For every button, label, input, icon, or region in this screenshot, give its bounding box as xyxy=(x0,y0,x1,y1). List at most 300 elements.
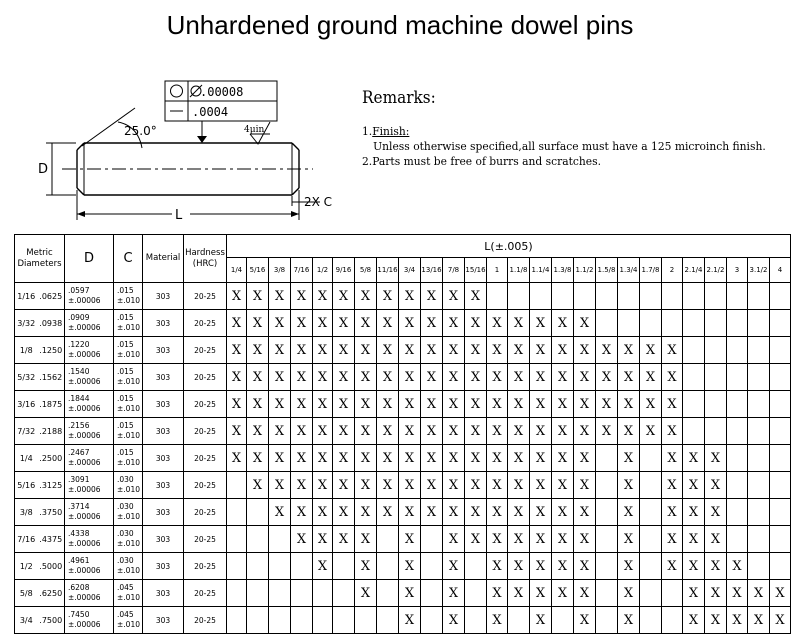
availability-cell xyxy=(748,283,770,310)
length-col-header: 1.7/8 xyxy=(640,258,662,283)
availability-cell: X xyxy=(530,607,552,634)
availability-cell: X xyxy=(443,337,465,364)
availability-cell xyxy=(727,499,748,526)
material-value: 303 xyxy=(143,364,184,391)
d-value: .1540 ±.00006 xyxy=(65,364,114,391)
availability-cell: X xyxy=(227,283,247,310)
d-value: .7450 ±.00006 xyxy=(65,607,114,634)
availability-cell: X xyxy=(355,472,377,499)
c-value: .015 ±.010 xyxy=(114,337,143,364)
availability-cell: X xyxy=(530,391,552,418)
availability-cell: X xyxy=(247,418,269,445)
availability-cell: X xyxy=(465,337,487,364)
availability-cell: X xyxy=(618,472,640,499)
availability-cell xyxy=(748,310,770,337)
length-header: L(±.005) xyxy=(227,235,791,258)
availability-cell xyxy=(640,310,662,337)
availability-cell: X xyxy=(399,418,421,445)
availability-cell: X xyxy=(487,445,508,472)
availability-cell: X xyxy=(269,499,291,526)
availability-cell: X xyxy=(313,553,333,580)
availability-cell: X xyxy=(705,580,727,607)
availability-cell: X xyxy=(291,445,313,472)
availability-cell xyxy=(227,472,247,499)
availability-cell: X xyxy=(247,310,269,337)
d-value: .6208 ±.00006 xyxy=(65,580,114,607)
availability-cell: X xyxy=(705,499,727,526)
availability-cell xyxy=(596,445,618,472)
table-row xyxy=(15,391,791,418)
availability-cell: X xyxy=(574,553,596,580)
availability-cell: X xyxy=(333,337,355,364)
availability-cell: X xyxy=(377,283,399,310)
availability-cell xyxy=(596,499,618,526)
availability-cell: X xyxy=(530,526,552,553)
availability-cell: X xyxy=(421,337,443,364)
availability-cell: X xyxy=(313,418,333,445)
availability-cell: X xyxy=(269,391,291,418)
availability-cell: X xyxy=(269,283,291,310)
length-col-header: 4 xyxy=(770,258,791,283)
availability-cell: X xyxy=(465,364,487,391)
table-row xyxy=(15,526,791,553)
availability-cell: X xyxy=(269,472,291,499)
availability-cell: X xyxy=(355,310,377,337)
availability-cell: X xyxy=(487,553,508,580)
availability-cell xyxy=(552,283,574,310)
chamfer-label: 2X C xyxy=(304,195,333,209)
availability-cell: X xyxy=(487,310,508,337)
availability-cell: X xyxy=(552,553,574,580)
decimal-diameter: .3125 xyxy=(38,472,65,499)
availability-cell xyxy=(269,607,291,634)
availability-cell: X xyxy=(355,445,377,472)
availability-cell: X xyxy=(596,418,618,445)
availability-cell: X xyxy=(487,607,508,634)
c-value: .015 ±.010 xyxy=(114,391,143,418)
availability-cell: X xyxy=(227,391,247,418)
availability-cell: X xyxy=(552,526,574,553)
availability-cell: X xyxy=(574,607,596,634)
availability-cell: X xyxy=(618,607,640,634)
availability-cell: X xyxy=(552,472,574,499)
availability-cell xyxy=(596,310,618,337)
decimal-diameter: .0938 xyxy=(38,310,65,337)
availability-cell xyxy=(596,283,618,310)
hardness-value: 20-25 xyxy=(184,526,227,553)
availability-cell: X xyxy=(399,472,421,499)
availability-cell: X xyxy=(640,364,662,391)
availability-cell: X xyxy=(333,310,355,337)
availability-cell: X xyxy=(574,418,596,445)
dowel-pin-table xyxy=(14,234,791,634)
availability-cell: X xyxy=(530,337,552,364)
availability-cell xyxy=(596,472,618,499)
availability-cell: X xyxy=(705,472,727,499)
availability-cell: X xyxy=(618,391,640,418)
availability-cell: X xyxy=(574,337,596,364)
availability-cell: X xyxy=(399,310,421,337)
remark-1: 1.Finish: xyxy=(362,124,410,138)
d-value: .4961 ±.00006 xyxy=(65,553,114,580)
availability-cell: X xyxy=(465,472,487,499)
d-value: .2156 ±.00006 xyxy=(65,418,114,445)
availability-cell: X xyxy=(377,364,399,391)
availability-cell: X xyxy=(574,526,596,553)
availability-cell xyxy=(508,607,530,634)
inch-fraction: 3/32 xyxy=(15,310,38,337)
availability-cell: X xyxy=(662,499,683,526)
availability-cell: X xyxy=(748,580,770,607)
hardness-header: Hardness (HRC) xyxy=(184,235,227,283)
availability-cell: X xyxy=(247,472,269,499)
availability-cell xyxy=(291,607,313,634)
length-col-header: 13/16 xyxy=(421,258,443,283)
availability-cell: X xyxy=(227,364,247,391)
length-col-header: 11/16 xyxy=(377,258,399,283)
availability-cell xyxy=(377,580,399,607)
availability-cell: X xyxy=(574,580,596,607)
table-row xyxy=(15,337,791,364)
material-value: 303 xyxy=(143,526,184,553)
decimal-diameter: .1250 xyxy=(38,337,65,364)
availability-cell: X xyxy=(421,310,443,337)
availability-cell: X xyxy=(465,445,487,472)
hardness-value: 20-25 xyxy=(184,310,227,337)
d-value: .0909 ±.00006 xyxy=(65,310,114,337)
availability-cell xyxy=(530,283,552,310)
availability-cell: X xyxy=(377,391,399,418)
availability-cell xyxy=(247,580,269,607)
decimal-diameter: .3750 xyxy=(38,499,65,526)
availability-cell xyxy=(770,472,791,499)
availability-cell: X xyxy=(443,391,465,418)
decimal-diameter: .6250 xyxy=(38,580,65,607)
diameter-label: D xyxy=(38,162,49,177)
availability-cell xyxy=(748,391,770,418)
material-value: 303 xyxy=(143,580,184,607)
hardness-value: 20-25 xyxy=(184,580,227,607)
availability-cell: X xyxy=(355,580,377,607)
hardness-value: 20-25 xyxy=(184,283,227,310)
availability-cell: X xyxy=(530,445,552,472)
availability-cell: X xyxy=(662,472,683,499)
availability-cell xyxy=(770,310,791,337)
availability-cell: X xyxy=(443,526,465,553)
inch-fraction: 5/8 xyxy=(15,580,38,607)
availability-cell: X xyxy=(508,418,530,445)
availability-cell: X xyxy=(727,580,748,607)
length-col-header: 1.1/8 xyxy=(508,258,530,283)
availability-cell xyxy=(355,607,377,634)
availability-cell xyxy=(247,526,269,553)
availability-cell: X xyxy=(748,607,770,634)
availability-cell: X xyxy=(508,364,530,391)
availability-cell: X xyxy=(683,607,705,634)
c-value: .030 ±.010 xyxy=(114,499,143,526)
availability-cell xyxy=(421,553,443,580)
availability-cell: X xyxy=(313,364,333,391)
hardness-value: 20-25 xyxy=(184,553,227,580)
length-label: L xyxy=(175,208,183,223)
availability-cell: X xyxy=(640,391,662,418)
availability-cell: X xyxy=(683,499,705,526)
c-value: .015 ±.010 xyxy=(114,445,143,472)
pin-drawing xyxy=(30,78,360,228)
availability-cell: X xyxy=(530,418,552,445)
hardness-value: 20-25 xyxy=(184,607,227,634)
availability-cell: X xyxy=(399,337,421,364)
material-value: 303 xyxy=(143,472,184,499)
availability-cell: X xyxy=(377,418,399,445)
c-value: .045 ±.010 xyxy=(114,607,143,634)
c-value: .015 ±.010 xyxy=(114,418,143,445)
availability-cell xyxy=(770,445,791,472)
availability-cell xyxy=(596,607,618,634)
availability-cell: X xyxy=(574,472,596,499)
d-value: .1844 ±.00006 xyxy=(65,391,114,418)
availability-cell: X xyxy=(377,310,399,337)
availability-cell xyxy=(333,553,355,580)
length-col-header: 7/8 xyxy=(443,258,465,283)
length-col-header: 15/16 xyxy=(465,258,487,283)
availability-cell: X xyxy=(662,418,683,445)
availability-cell: X xyxy=(313,391,333,418)
availability-cell: X xyxy=(377,337,399,364)
decimal-diameter: .1562 xyxy=(38,364,65,391)
availability-cell: X xyxy=(355,499,377,526)
availability-cell xyxy=(421,526,443,553)
table-row xyxy=(15,607,791,634)
remarks xyxy=(362,88,798,169)
availability-cell: X xyxy=(313,445,333,472)
availability-cell xyxy=(227,607,247,634)
availability-cell: X xyxy=(618,553,640,580)
availability-cell: X xyxy=(421,445,443,472)
availability-cell xyxy=(421,607,443,634)
availability-cell: X xyxy=(313,310,333,337)
availability-cell xyxy=(596,580,618,607)
availability-cell xyxy=(487,283,508,310)
finish-label: 4μin xyxy=(244,125,265,135)
availability-cell xyxy=(748,553,770,580)
availability-cell xyxy=(748,445,770,472)
availability-cell: X xyxy=(618,580,640,607)
availability-cell xyxy=(377,526,399,553)
availability-cell: X xyxy=(618,364,640,391)
availability-cell: X xyxy=(487,391,508,418)
availability-cell xyxy=(727,337,748,364)
length-col-header: 3 xyxy=(727,258,748,283)
availability-cell xyxy=(291,580,313,607)
length-col-header: 1/2 xyxy=(313,258,333,283)
availability-cell: X xyxy=(377,445,399,472)
availability-cell xyxy=(705,310,727,337)
table-row xyxy=(15,580,791,607)
availability-cell: X xyxy=(443,418,465,445)
availability-cell: X xyxy=(269,418,291,445)
availability-cell: X xyxy=(333,526,355,553)
length-col-header: 1.5/8 xyxy=(596,258,618,283)
remark-2: 2.Parts must be free of burrs and scratches. xyxy=(362,154,602,168)
availability-cell: X xyxy=(421,364,443,391)
availability-cell xyxy=(662,580,683,607)
availability-cell xyxy=(683,391,705,418)
length-col-header: 5/8 xyxy=(355,258,377,283)
availability-cell xyxy=(727,472,748,499)
availability-cell xyxy=(683,418,705,445)
length-col-header: 3.1/2 xyxy=(748,258,770,283)
availability-cell: X xyxy=(508,472,530,499)
availability-cell: X xyxy=(269,337,291,364)
table-row xyxy=(15,553,791,580)
inch-fraction: 1/4 xyxy=(15,445,38,472)
availability-cell: X xyxy=(552,310,574,337)
availability-cell: X xyxy=(355,418,377,445)
availability-cell: X xyxy=(333,364,355,391)
table-row xyxy=(15,283,791,310)
feature-control-frame xyxy=(165,81,277,121)
c-value: .030 ±.010 xyxy=(114,526,143,553)
availability-cell: X xyxy=(552,418,574,445)
availability-cell: X xyxy=(508,553,530,580)
availability-cell: X xyxy=(291,283,313,310)
availability-cell xyxy=(269,553,291,580)
availability-cell: X xyxy=(443,472,465,499)
availability-cell xyxy=(596,553,618,580)
availability-cell: X xyxy=(596,364,618,391)
availability-cell: X xyxy=(596,337,618,364)
finish-heading: Finish: xyxy=(372,124,410,138)
inch-fraction: 7/16 xyxy=(15,526,38,553)
table-row xyxy=(15,499,791,526)
availability-cell: X xyxy=(508,391,530,418)
availability-cell xyxy=(705,283,727,310)
availability-cell: X xyxy=(530,364,552,391)
availability-cell xyxy=(770,418,791,445)
page-title: Unhardened ground machine dowel pins xyxy=(166,10,634,40)
table-row xyxy=(15,472,791,499)
length-col-header: 2.1/2 xyxy=(705,258,727,283)
availability-cell: X xyxy=(333,445,355,472)
availability-cell xyxy=(705,337,727,364)
decimal-diameter: .2188 xyxy=(38,418,65,445)
availability-cell xyxy=(313,580,333,607)
availability-cell xyxy=(465,607,487,634)
length-col-header: 1.3/4 xyxy=(618,258,640,283)
availability-cell xyxy=(748,472,770,499)
availability-cell: X xyxy=(705,607,727,634)
availability-cell: X xyxy=(227,418,247,445)
availability-cell: X xyxy=(683,472,705,499)
availability-cell: X xyxy=(552,391,574,418)
availability-cell: X xyxy=(662,337,683,364)
availability-cell xyxy=(727,364,748,391)
material-value: 303 xyxy=(143,391,184,418)
availability-cell: X xyxy=(487,472,508,499)
availability-cell: X xyxy=(333,472,355,499)
availability-cell: X xyxy=(487,580,508,607)
availability-cell xyxy=(705,391,727,418)
availability-cell: X xyxy=(530,553,552,580)
availability-cell: X xyxy=(399,283,421,310)
availability-cell: X xyxy=(247,391,269,418)
decimal-diameter: .7500 xyxy=(38,607,65,634)
availability-cell: X xyxy=(313,526,333,553)
availability-cell: X xyxy=(487,418,508,445)
availability-cell xyxy=(770,364,791,391)
hardness-value: 20-25 xyxy=(184,499,227,526)
availability-cell: X xyxy=(705,445,727,472)
availability-cell: X xyxy=(465,526,487,553)
availability-cell: X xyxy=(618,526,640,553)
hardness-value: 20-25 xyxy=(184,391,227,418)
availability-cell: X xyxy=(443,580,465,607)
availability-cell: X xyxy=(508,526,530,553)
d-header: D xyxy=(65,235,114,283)
availability-cell xyxy=(269,580,291,607)
inch-fraction: 5/32 xyxy=(15,364,38,391)
availability-cell: X xyxy=(399,607,421,634)
availability-cell: X xyxy=(508,580,530,607)
availability-cell: X xyxy=(552,337,574,364)
decimal-diameter: .0625 xyxy=(38,283,65,310)
table-row xyxy=(15,364,791,391)
availability-cell: X xyxy=(640,418,662,445)
length-col-header: 1.1/4 xyxy=(530,258,552,283)
availability-cell: X xyxy=(705,526,727,553)
availability-cell xyxy=(640,553,662,580)
availability-cell xyxy=(640,445,662,472)
availability-cell: X xyxy=(530,580,552,607)
availability-cell xyxy=(291,553,313,580)
availability-cell: X xyxy=(291,499,313,526)
availability-cell: X xyxy=(574,364,596,391)
availability-cell: X xyxy=(247,364,269,391)
length-col-header: 9/16 xyxy=(333,258,355,283)
c-value: .015 ±.010 xyxy=(114,310,143,337)
availability-cell: X xyxy=(313,283,333,310)
c-value: .030 ±.010 xyxy=(114,553,143,580)
availability-cell: X xyxy=(618,445,640,472)
availability-cell: X xyxy=(333,499,355,526)
availability-cell: X xyxy=(399,364,421,391)
availability-cell xyxy=(618,283,640,310)
availability-cell xyxy=(662,310,683,337)
availability-cell xyxy=(640,499,662,526)
availability-cell xyxy=(508,283,530,310)
availability-cell xyxy=(662,607,683,634)
availability-cell: X xyxy=(355,391,377,418)
availability-cell: X xyxy=(313,472,333,499)
inch-fraction: 3/16 xyxy=(15,391,38,418)
table-row xyxy=(15,418,791,445)
availability-cell xyxy=(770,337,791,364)
availability-cell: X xyxy=(313,337,333,364)
availability-cell: X xyxy=(465,310,487,337)
material-value: 303 xyxy=(143,553,184,580)
availability-cell: X xyxy=(247,283,269,310)
availability-cell: X xyxy=(227,337,247,364)
availability-cell xyxy=(748,526,770,553)
inch-fraction: 7/32 xyxy=(15,418,38,445)
length-col-header: 1 xyxy=(487,258,508,283)
availability-cell xyxy=(333,580,355,607)
availability-cell: X xyxy=(421,472,443,499)
availability-cell xyxy=(227,526,247,553)
availability-cell: X xyxy=(770,580,791,607)
decimal-diameter: .2500 xyxy=(38,445,65,472)
